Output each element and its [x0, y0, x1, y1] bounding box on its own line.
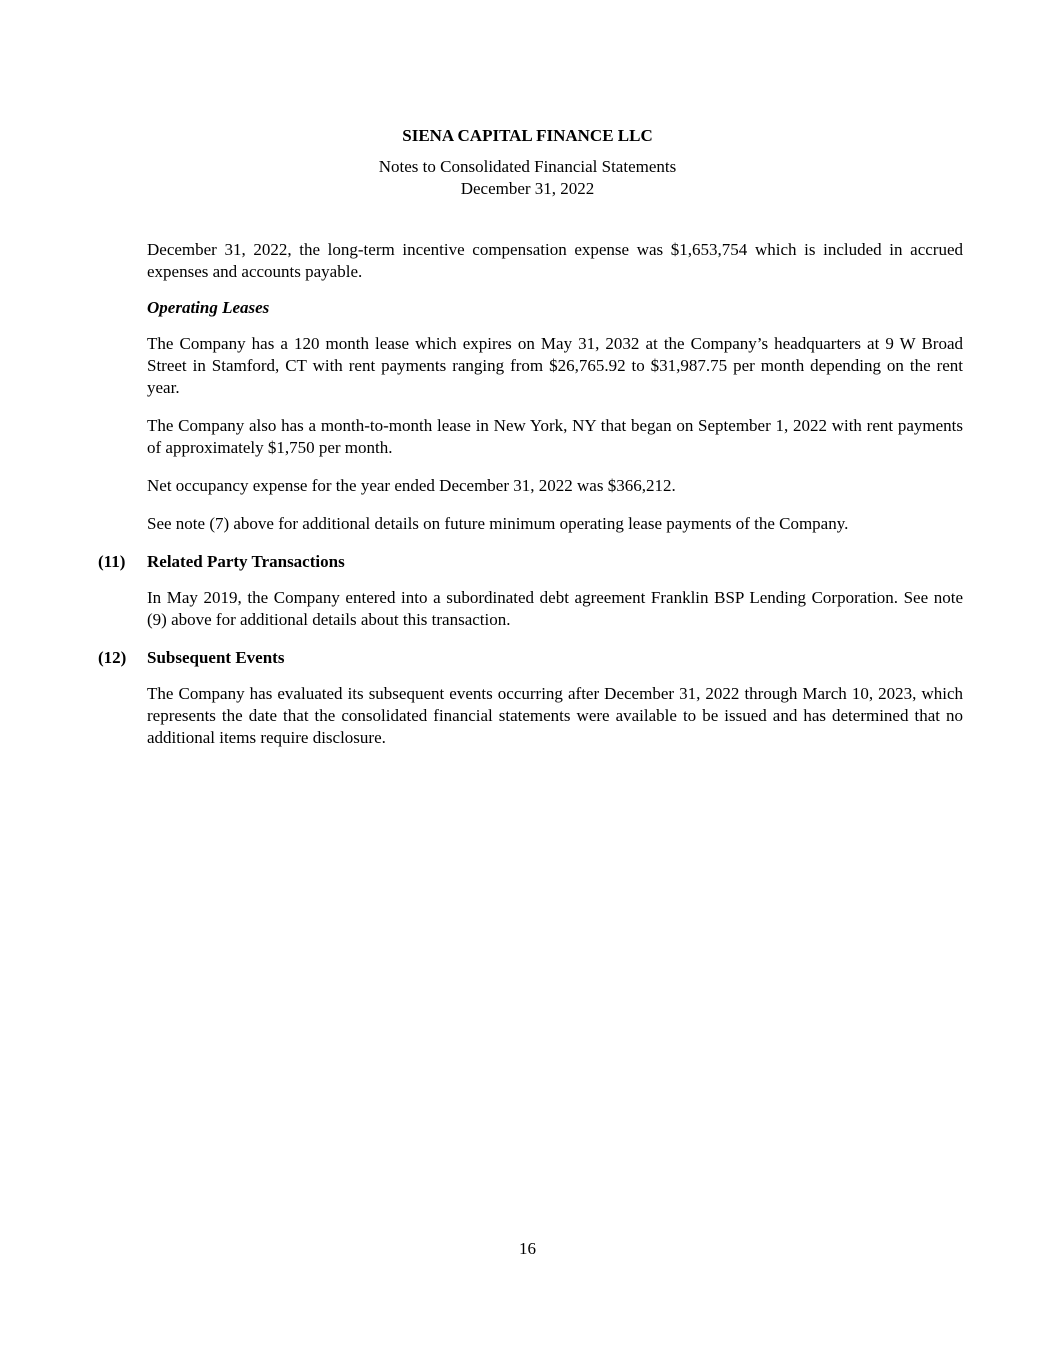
operating-leases-paragraph-3: Net occupancy expense for the year ended December 31, 2022 was $366,212. — [147, 476, 676, 495]
statement-date: December 31, 2022 — [460, 179, 595, 198]
section-11-title: Related Party Transactions — [147, 552, 345, 571]
page-number: 16 — [519, 1239, 536, 1258]
notes-body — [98, 239, 963, 749]
page-header — [0, 125, 1055, 200]
section-12-number: (12) — [98, 648, 127, 667]
section-12-paragraph: The Company has evaluated its subsequent events occurring after December 31, 2022 through March 10, 2023, which represents the date that the consolidated financial statements were available to be issued and has determined that no additional items require disclosure. — [147, 684, 963, 747]
operating-leases-heading: Operating Leases — [147, 298, 270, 317]
section-12-title: Subsequent Events — [147, 648, 285, 667]
operating-leases-paragraph-4: See note (7) above for additional details on future minimum operating lease payments of the Company. — [147, 514, 849, 533]
company-name: SIENA CAPITAL FINANCE LLC — [402, 126, 653, 145]
section-11-heading — [98, 551, 963, 573]
operating-leases-paragraph-1: The Company has a 120 month lease which expires on May 31, 2032 at the Company’s headquarters at 9 W Broad Street in Stamford, CT with rent payments ranging from $26,765.92 to $31,987.75 per month depending on the rent year. — [147, 334, 963, 397]
section-12-heading — [98, 647, 963, 669]
document-title: Notes to Consolidated Financial Statements — [378, 157, 677, 176]
section-11-number: (11) — [98, 552, 126, 571]
section-11-paragraph: In May 2019, the Company entered into a subordinated debt agreement Franklin BSP Lending Corporation. See note (9) above for additional details about this transaction. — [147, 588, 963, 629]
operating-leases-paragraph-2: The Company also has a month-to-month lease in New York, NY that began on September 1, 2022 with rent payments of approximately $1,750 per month. — [147, 416, 963, 457]
intro-paragraph: December 31, 2022, the long-term incentive compensation expense was $1,653,754 which is included in accrued expenses and accounts payable. — [147, 240, 963, 281]
